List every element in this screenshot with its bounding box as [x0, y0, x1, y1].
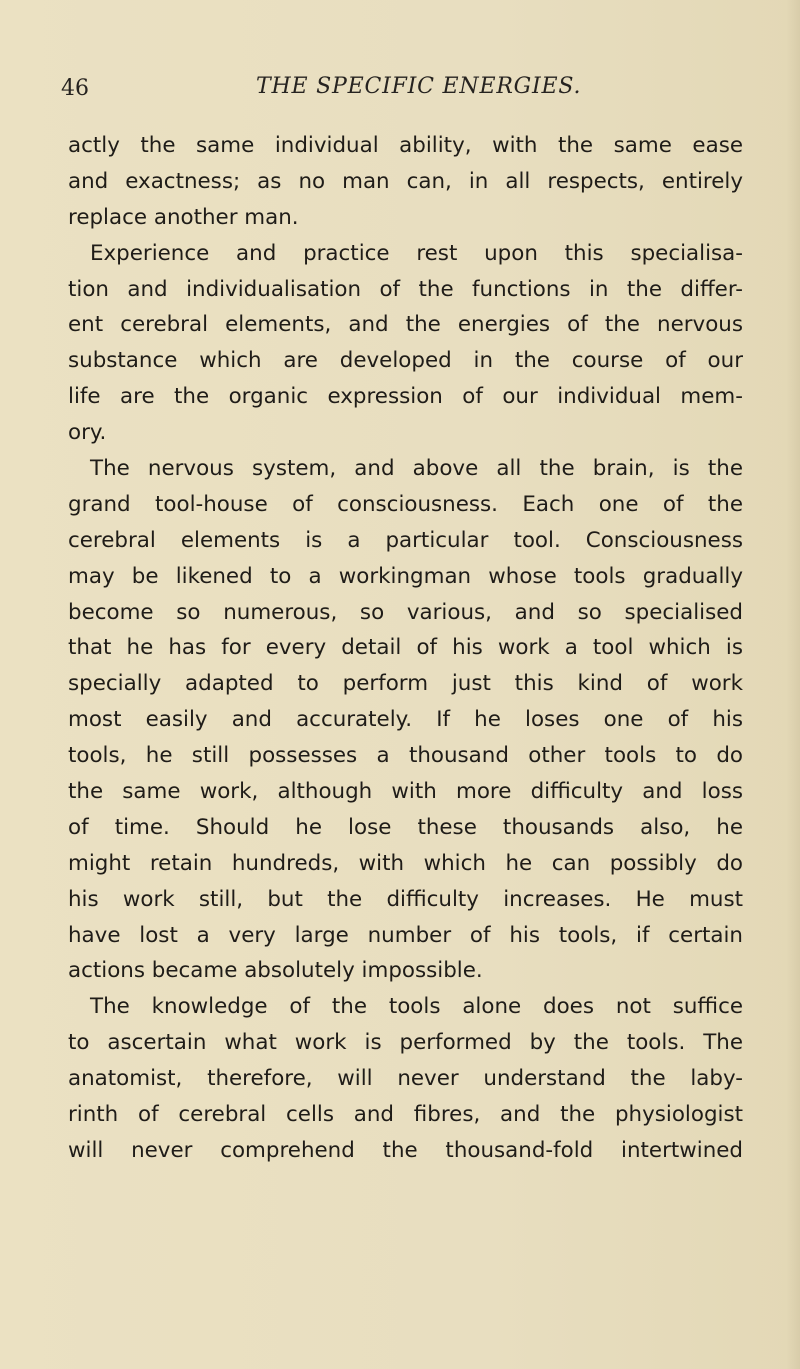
text-line: tion and individualisation of the functions in the differ- [68, 276, 743, 302]
text-line: may be likened to a workingman whose tools gradually [68, 563, 743, 589]
text-line: Experience and practice rest upon this specialisa- [90, 240, 743, 266]
body-text [68, 128, 743, 1169]
text-line: rinth of cerebral cells and fibres, and the physiologist [68, 1102, 743, 1128]
text-line: his work still, but the difficulty increases. He must [68, 886, 743, 912]
text-line: replace another man. [68, 204, 299, 230]
text-line: substance which are developed in the course of our [68, 348, 743, 374]
text-line: actly the same individual ability, with the same ease [68, 133, 743, 158]
text-line: cerebral elements is a particular tool. Consciousness [68, 527, 743, 553]
page-edge-shadow [786, 0, 800, 1369]
text-line: grand tool-house of consciousness. Each one of the [68, 491, 743, 517]
text-line: most easily and accurately. If he loses one of his [68, 707, 743, 733]
text-line: specially adapted to perform just this kind of work [68, 671, 743, 697]
text-line: The nervous system, and above all the brain, is the [90, 456, 743, 482]
running-head [60, 64, 760, 108]
text-line: actions became absolutely impossible. [68, 958, 483, 984]
text-line: that he has for every detail of his work a tool which is [68, 635, 743, 661]
text-line: become so numerous, so various, and so specialised [68, 599, 743, 625]
text-line: to ascertain what work is performed by the tools. The [68, 1030, 743, 1056]
text-line: tools, he still possesses a thousand other tools to do [68, 743, 743, 769]
text-line: the same work, although with more difficulty and loss [68, 779, 743, 805]
text-line: The knowledge of the tools alone does not suffice [90, 994, 743, 1020]
text-line: and exactness; as no man can, in all respects, entirely [68, 168, 743, 194]
text-line: ent cerebral elements, and the energies of the nervous [68, 312, 743, 338]
text-line: anatomist, therefore, will never understand the laby- [68, 1066, 743, 1092]
text-line: life are the organic expression of our individual mem- [68, 384, 743, 410]
text-line: will never comprehend the thousand-fold intertwined [68, 1137, 743, 1163]
text-line: have lost a very large number of his tools, if certain [68, 922, 743, 948]
running-title: THE SPECIFIC ENERGIES. [256, 74, 582, 99]
text-line: might retain hundreds, with which he can possibly do [68, 850, 743, 876]
text-line: of time. Should he lose these thousands also, he [68, 814, 743, 840]
text-line: ory. [68, 420, 107, 446]
page-number: 46 [61, 76, 89, 101]
